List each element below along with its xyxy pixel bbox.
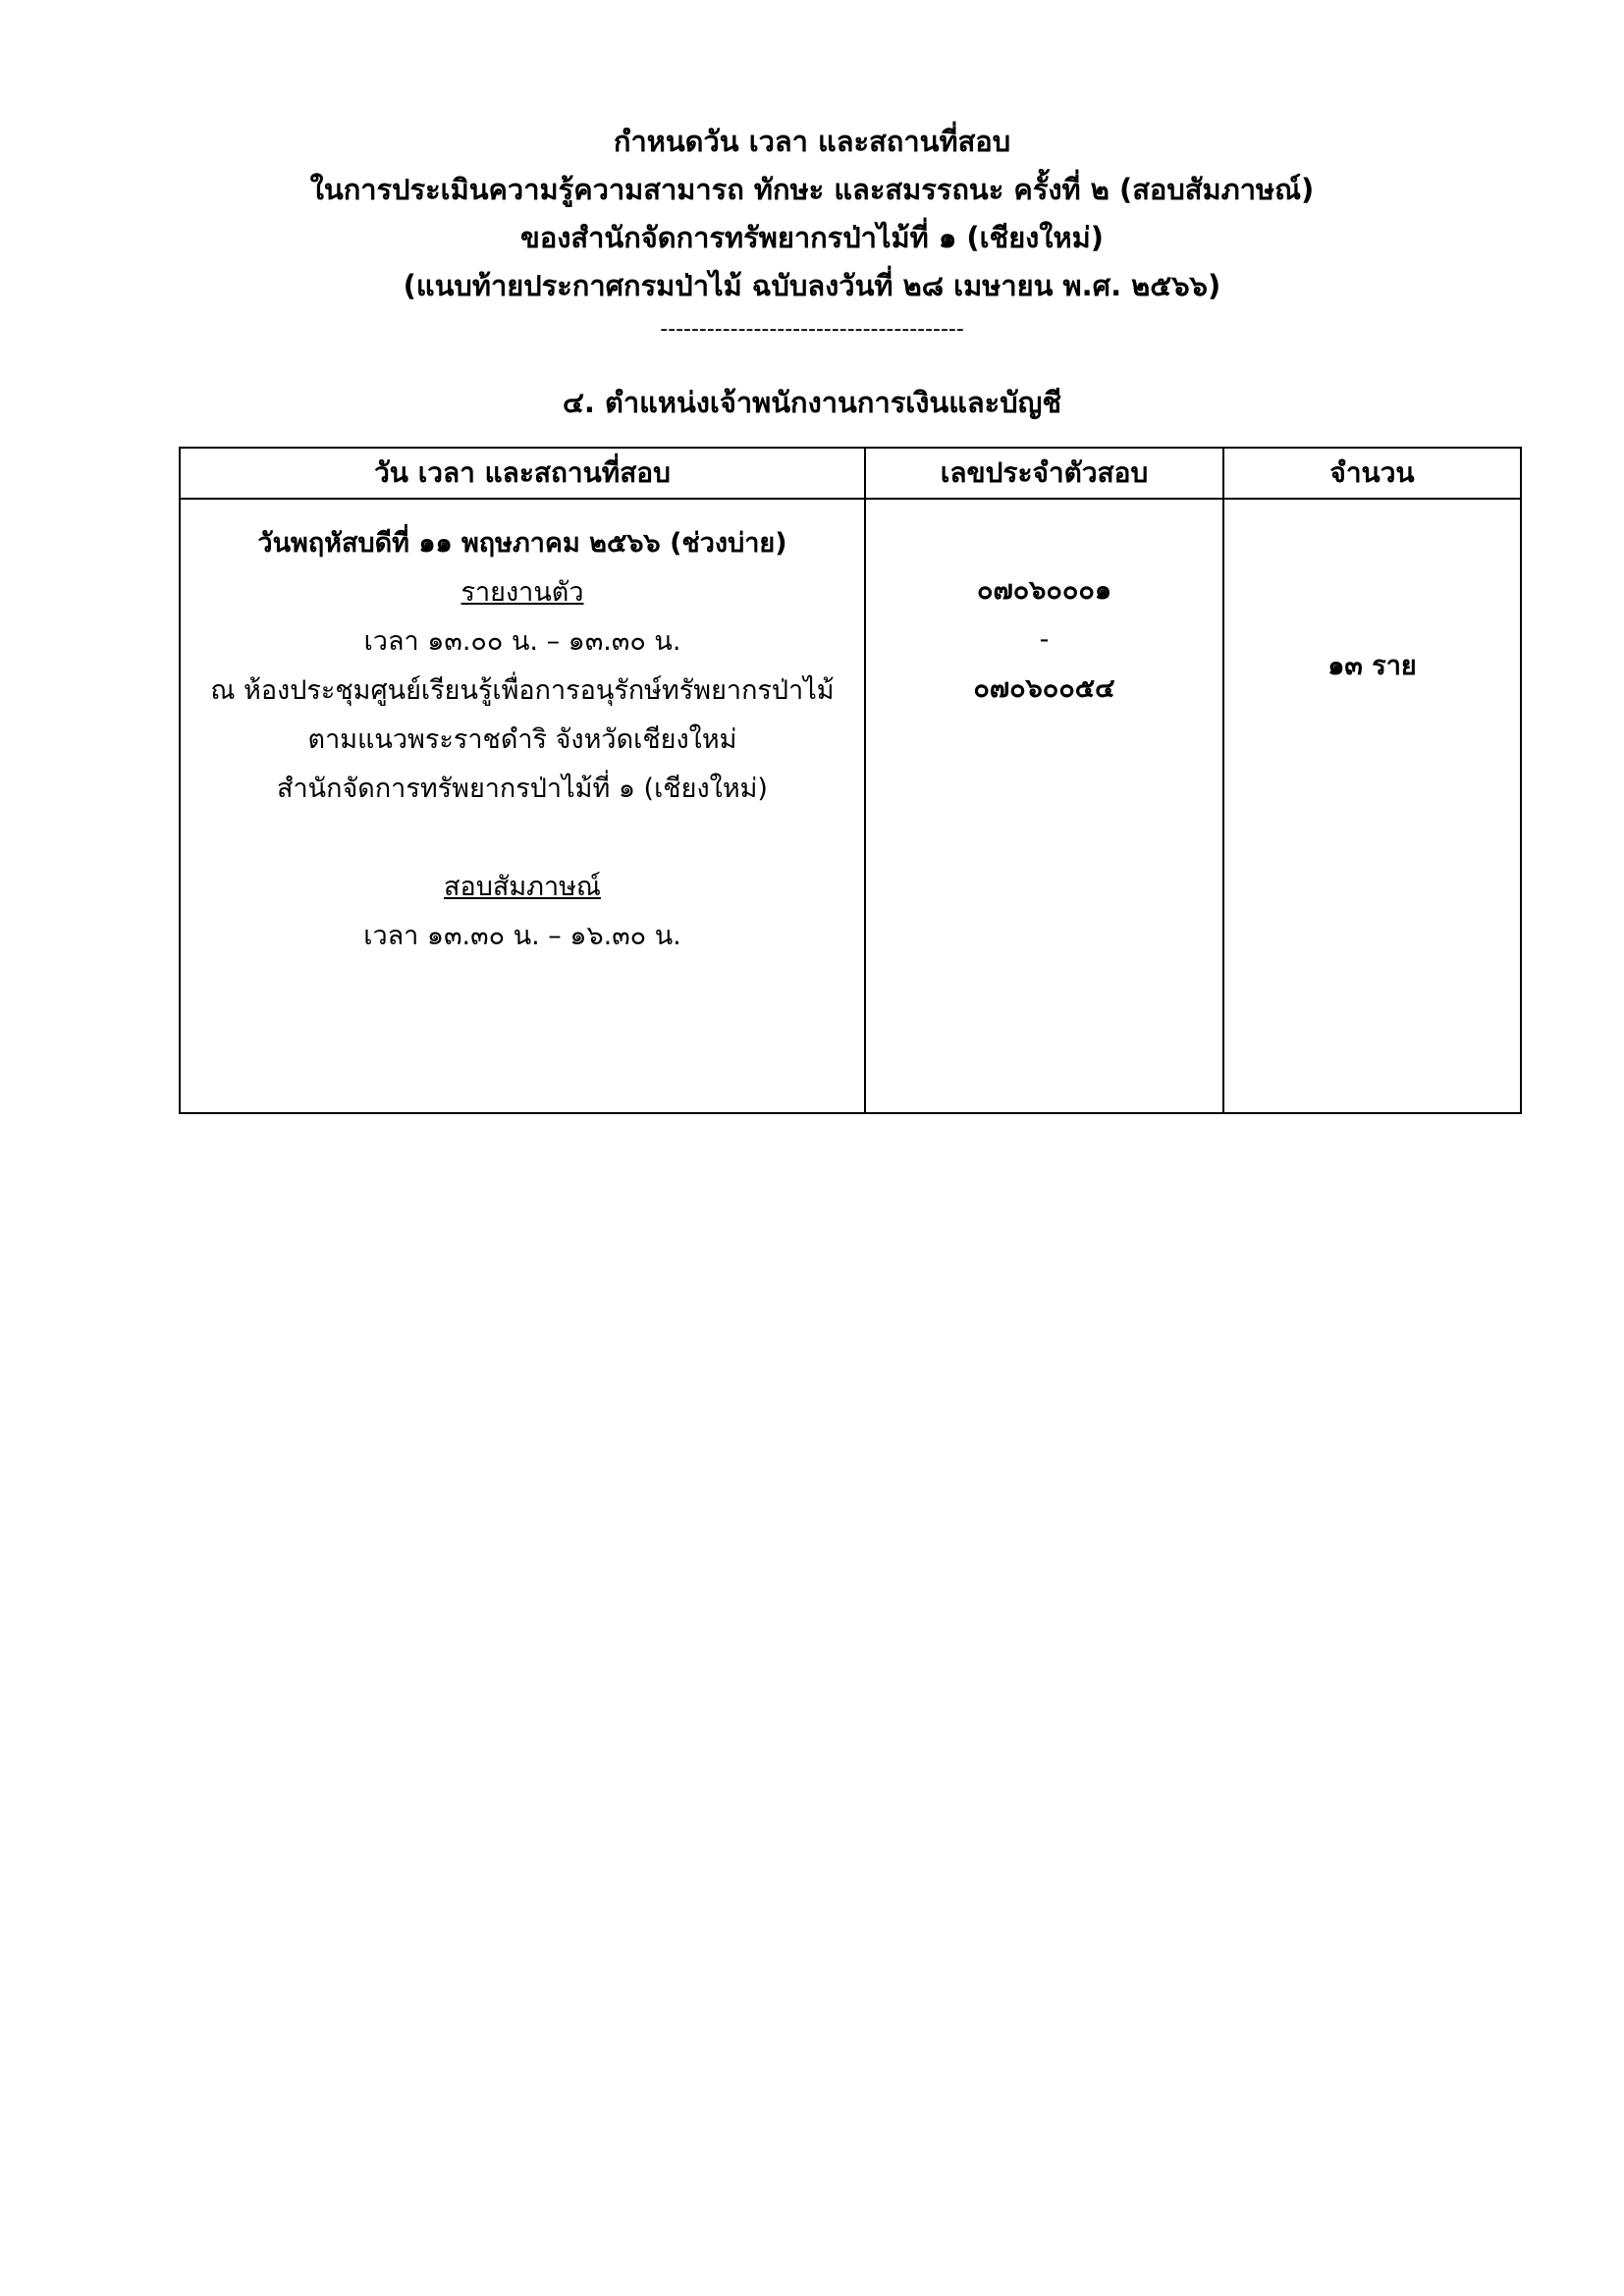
header-subtitle: ในการประเมินความรู้ความสามารถ ทักษะ และสมรรถนะ ครั้งที่ ๒ (สอบสัมภาษณ์) [309,173,1315,206]
header-annex-note: (แนบท้ายประกาศกรมป่าไม้ ฉบับลงวันที่ ๒๘ เมษายน พ.ศ. ๒๕๖๖) [403,269,1221,302]
location-line-1: ณ ห้องประชุมศูนย์เรียนรู้เพื่อการอนุรักษ์ทรัพยากรป่าไม้ [210,675,835,706]
exam-date: วันพฤหัสบดีที่ ๑๑ พฤษภาคม ๒๕๖๖ (ช่วงบ่าย) [257,528,787,559]
candidate-count: ๑๓ ราย [1327,651,1417,681]
exam-id-from: ๐๗๐๖๐๐๐๑ [977,575,1111,606]
location-line-2: ตามแนวพระราชดำริ จังหวัดเชียงใหม่ [307,724,737,755]
header-office: ของสำนักจัดการทรัพยากรป่าไม้ที่ ๑ (เชียงใหม่) [520,221,1104,254]
table-header-row [180,448,1521,499]
schedule-cell [180,499,865,1113]
location-line-3: สำนักจัดการทรัพยากรป่าไม้ที่ ๑ (เชียงใหม่) [277,774,768,804]
document-header [0,118,1624,349]
table-row [180,499,1521,1113]
exam-id-cell [865,499,1223,1113]
header-title: กำหนดวัน เวลา และสถานที่สอบ [613,125,1011,158]
report-label: รายงานตัว [460,577,584,608]
count-cell [1223,499,1521,1113]
section-title: ๔. ตำแหน่งเจ้าพนักงานการเงินและบัญชี [562,386,1062,419]
header-exam-id: เลขประจำตัวสอบ [865,448,1223,499]
header-count: จำนวน [1223,448,1521,499]
exam-schedule-table [179,447,1522,1114]
interview-time: เวลา ๑๓.๓๐ น. – ๑๖.๓๐ น. [363,921,681,951]
header-when-where: วัน เวลา และสถานที่สอบ [180,448,865,499]
interview-label: สอบสัมภาษณ์ [444,872,601,902]
report-time: เวลา ๑๓.๐๐ น. – ๑๓.๓๐ น. [363,626,681,657]
exam-id-separator: - [1039,624,1050,655]
exam-id-to: ๐๗๐๖๐๐๕๔ [973,673,1115,704]
header-divider: --------------------------------------- [660,317,964,342]
